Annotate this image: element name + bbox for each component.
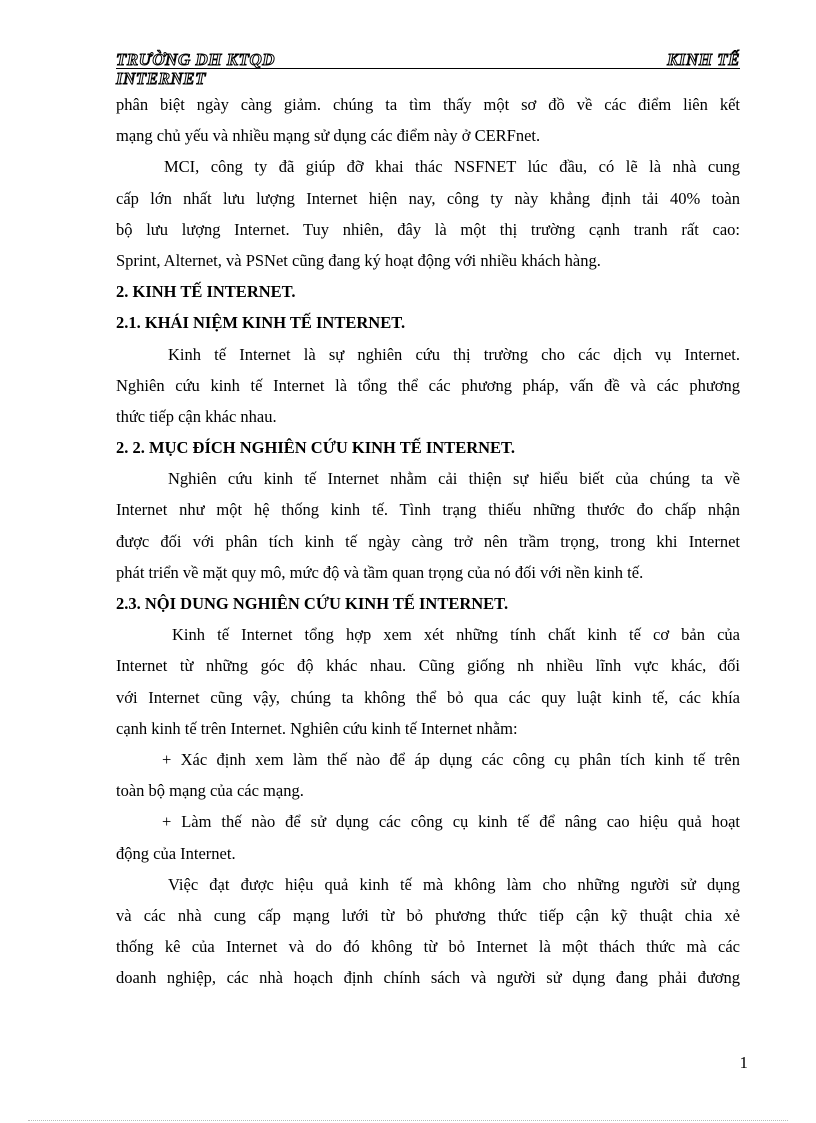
section-heading: 2. 2. MỤC ĐÍCH NGHIÊN CỨU KINH TẾ INTERNET. (116, 438, 515, 458)
text-line: Nghiên cứu kinh tế Internet là tổng thể các phương pháp, vấn đề và các phương (116, 375, 740, 395)
page-bottom-edge (28, 1120, 788, 1121)
text-line: Internet từ những góc độ khác nhau. Cũng giống nh nhiều lĩnh vực khác, đối (116, 656, 740, 676)
text-line: Việc đạt được hiệu quả kinh tế mà không làm cho những người sử dụng (168, 874, 740, 894)
text-line: cạnh kinh tế trên Internet. Nghiên cứu kinh tế Internet nhằm: (116, 718, 518, 738)
text-line: Nghiên cứu kinh tế Internet nhằm cải thiện sự hiểu biết của chúng ta về (168, 469, 740, 489)
text-line: mạng chủ yếu và nhiều mạng sử dụng các điểm này ở CERFnet. (116, 126, 541, 146)
text-line: bộ lưu lượng Internet. Tuy nhiên, đây là một thị trường cạnh tranh rất cao: (116, 219, 740, 239)
text-line: Kinh tế Internet tổng hợp xem xét những tính chất kinh tế cơ bản của (172, 625, 740, 645)
text-line: Kinh tế Internet là sự nghiên cứu thị trường cho các dịch vụ Internet. (168, 344, 740, 364)
text-line: và các nhà cung cấp mạng lưới từ bỏ phương thức tiếp cận kỹ thuật chia xẻ (116, 905, 740, 925)
header-rule (116, 68, 740, 69)
text-line: cấp lớn nhất lưu lượng Internet hiện nay, công ty này khẳng định tải 40% toàn (116, 188, 740, 208)
list-item: + Xác định xem làm thế nào để áp dụng các công cụ phân tích kinh tế trên (162, 749, 740, 769)
section-heading: 2.1. KHÁI NIỆM KINH TẾ INTERNET. (116, 313, 406, 333)
text-line: động của Internet. (116, 843, 236, 863)
text-line: MCI, công ty đã giúp đỡ khai thác NSFNET lúc đầu, có lẽ là nhà cung (164, 157, 740, 177)
text-line: Sprint, Alternet, và PSNet cũng đang ký hoạt động với nhiều khách hàng. (116, 250, 601, 270)
text-line: phân biệt ngày càng giảm. chúng ta tìm thấy một sơ đồ về các điểm liên kết (116, 95, 740, 114)
header-school-name: TRƯỜNG DH KTQD (116, 50, 276, 69)
text-line: phát triển về mặt quy mô, mức độ và tầm quan trọng của nó đối với nền kinh tế. (116, 562, 644, 582)
header-subject-continued: INTERNET (116, 69, 206, 88)
text-line: với Internet cũng vậy, chúng ta không thể bỏ qua các quy luật kinh tế, các khía (116, 687, 740, 707)
text-line: toàn bộ mạng của các mạng. (116, 781, 304, 801)
text-line: Internet như một hệ thống kinh tế. Tình trạng thiếu những thước đo chấp nhận (116, 500, 740, 520)
section-heading: 2.3. NỘI DUNG NGHIÊN CỨU KINH TẾ INTERNET. (116, 594, 509, 613)
text-line: thống kê của Internet và do đó không từ bỏ Internet là một thách thức mà các (116, 937, 740, 957)
list-item: + Làm thế nào để sử dụng các công cụ kinh tế để nâng cao hiệu quả hoạt (162, 812, 740, 832)
text-line: doanh nghiệp, các nhà hoạch định chính sách và người sử dụng đang phải đương (116, 968, 740, 988)
document-body (116, 89, 740, 993)
section-heading: 2. KINH TẾ INTERNET. (116, 282, 296, 302)
header-subject: KINH TẾ (667, 50, 740, 69)
text-line: thức tiếp cận khác nhau. (116, 406, 277, 426)
page-header (116, 50, 740, 90)
text-line: được đối với phân tích kinh tế ngày càng trở nên trầm trọng, trong khi Internet (116, 531, 740, 551)
page-number: 1 (739, 1053, 748, 1072)
